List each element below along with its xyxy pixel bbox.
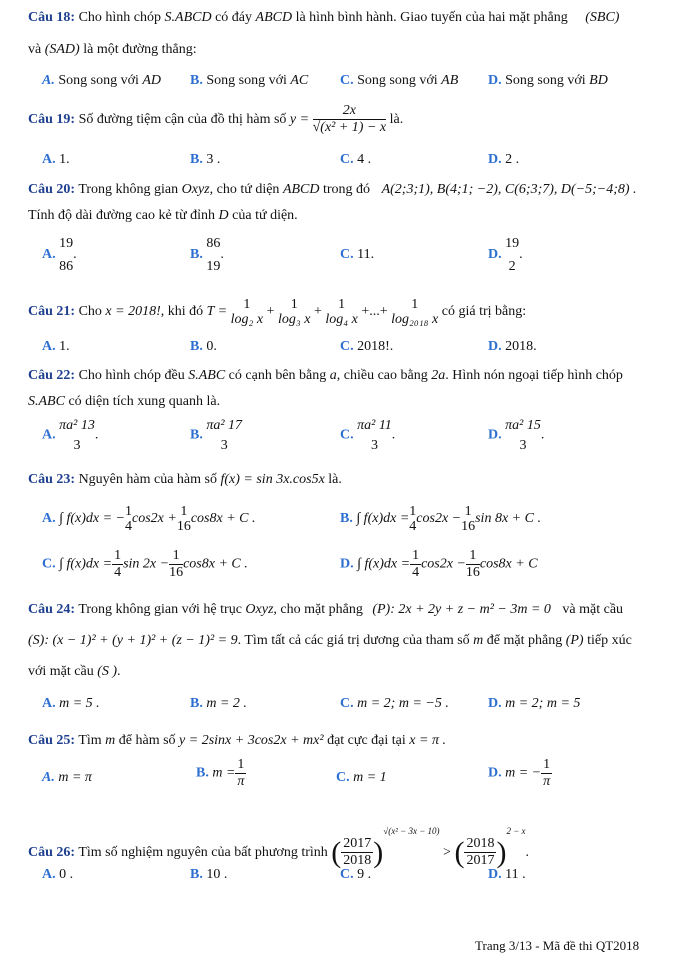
option-d[interactable]: D. πa² 15 3 . xyxy=(488,418,545,453)
option-b[interactable]: B. 0. xyxy=(190,339,217,354)
question-20: Câu 20: Trong không gian Oxyz, cho tứ diện ABCD trong đó A(2;3;1), B(4;1; −2), C(6;3;7), D(−5;−4;8) . xyxy=(28,182,637,197)
question-18: Câu 18: Cho hình chóp S.ABCD có đáy ABCD là hình bình hành. Giao tuyến của hai mặt phẳng (SBC) xyxy=(28,10,620,25)
option-c[interactable]: C. Song song với AB xyxy=(340,73,459,88)
fraction: $\frac{2x}{\text{√(x² + 1) − x}}$ xyxy=(312,103,387,136)
option-c[interactable]: C. m = 1 xyxy=(336,770,387,785)
question-24: Câu 24: Trong không gian với hệ trục Oxyz, cho mặt phẳng (P): 2x + 2y + z − m² − 3m = 0 và mặt cầu xyxy=(28,602,624,617)
option-a[interactable]: A. m = π xyxy=(42,770,92,785)
option-a[interactable]: A. Song song với AD xyxy=(42,73,162,88)
question-19: Câu 19: Số đường tiệm cận của đồ thị hàm số y = $\frac{2x}{\text{√(x² + 1) − x}}$ là. xyxy=(28,103,404,136)
option-c[interactable]: C. 2018!. xyxy=(340,339,394,354)
option-b[interactable]: B. Song song với AC xyxy=(190,73,309,88)
option-c[interactable]: C. 11. xyxy=(340,247,375,262)
question-number: Câu 18: xyxy=(28,10,76,25)
option-a[interactable]: A. 1. xyxy=(42,152,70,167)
option-b[interactable]: B. 86 19 . xyxy=(190,236,224,274)
question-20-line2: Tính độ dài đường cao kẻ từ đỉnh D của tứ diện. xyxy=(28,208,298,223)
question-22: Câu 22: Cho hình chóp đều S.ABC có cạnh bên bằng a, chiều cao bằng 2a. Hình nón ngoại tiếp hình chóp xyxy=(28,368,623,383)
option-a[interactable]: A. m = 5 . xyxy=(42,696,100,711)
question-23: Câu 23: Nguyên hàm của hàm số f(x) = sin 3x.cos5x là. xyxy=(28,472,342,487)
option-c[interactable]: C. 9 . xyxy=(340,867,372,882)
option-c[interactable]: C. πa² 11 3 . xyxy=(340,418,396,453)
option-d[interactable]: D. 19 2 . xyxy=(488,236,523,274)
question-24-line3: với mặt cầu (S ). xyxy=(28,664,121,679)
option-a[interactable]: A. 19 86 . xyxy=(42,236,77,274)
question-26: Câu 26: Tìm số nghiệm nguyên của bất phương trình ( $\frac{2017}{2018}$ )$^{√(x^2 - 3x - 10)}$ > ( $\frac{2018}{2017}$ )$^{2 - x}$. xyxy=(28,826,530,869)
option-c[interactable]: C. 4 . xyxy=(340,152,372,167)
option-b[interactable]: B. ∫ f(x)dx = 1 4 cos2x − 1 16 sin 8x + C . xyxy=(340,504,541,534)
option-d[interactable]: D. m = 2; m = 5 xyxy=(488,696,581,711)
option-a[interactable]: A. πa² 13 3 . xyxy=(42,418,99,453)
page-footer: Trang 3/13 - Mã đề thi QT2018 xyxy=(475,938,640,953)
option-a[interactable]: A. 0 . xyxy=(42,867,74,882)
question-21: Câu 21: Cho x = 2018!, khi đó T = 1 log₂ x + 1 log₃ x + 1 log₄ x +...+ 1 log₂₀₁₈ x có giá trị bằng: xyxy=(28,296,527,327)
option-b[interactable]: B. 10 . xyxy=(190,867,228,882)
option-d[interactable]: D. 11 . xyxy=(488,867,526,882)
option-c[interactable]: C. ∫ f(x)dx = $\frac{1}{4}$ sin 2x − $\frac{1}{16}$ cos8x + C . xyxy=(42,548,248,580)
option-d[interactable]: D. ∫ f(x)dx = $\frac{1}{4}$ cos2x − $\frac{1}{16}$ cos8x + C xyxy=(340,548,538,580)
option-b[interactable]: B. m = $\frac{1}{\pi}$ xyxy=(196,757,245,789)
option-c[interactable]: C. m = 2; m = −5 . xyxy=(340,696,449,711)
option-a[interactable]: A. 1. xyxy=(42,339,70,354)
question-18-line2: và (SAD) là một đường thẳng: xyxy=(28,42,197,57)
option-b[interactable]: B. πa² 17 3 xyxy=(190,418,243,453)
option-d[interactable]: D. m = − $\frac{1}{\pi}$ xyxy=(488,757,551,789)
option-d[interactable]: D. 2018. xyxy=(488,339,537,354)
option-b[interactable]: B. m = 2 . xyxy=(190,696,247,711)
question-25: Câu 25: Tìm m để hàm số y = 2sinx + 3cos2x + mx² đạt cực đại tại x = π . xyxy=(28,733,446,748)
option-b[interactable]: B. 3 . xyxy=(190,152,221,167)
option-d[interactable]: D. Song song với BD xyxy=(488,73,608,88)
question-22-line2: S.ABC có diện tích xung quanh là. xyxy=(28,394,221,409)
option-d[interactable]: D. 2 . xyxy=(488,152,520,167)
option-a[interactable]: A. ∫ f(x)dx = − 1 4 cos2x + 1 16 cos8x + C . xyxy=(42,504,256,534)
question-24-line2: (S): (x − 1)² + (y + 1)² + (z − 1)² = 9. Tìm tất cả các giá trị dương của tham số m để mặt phẳng (P) tiếp xúc xyxy=(28,633,632,648)
